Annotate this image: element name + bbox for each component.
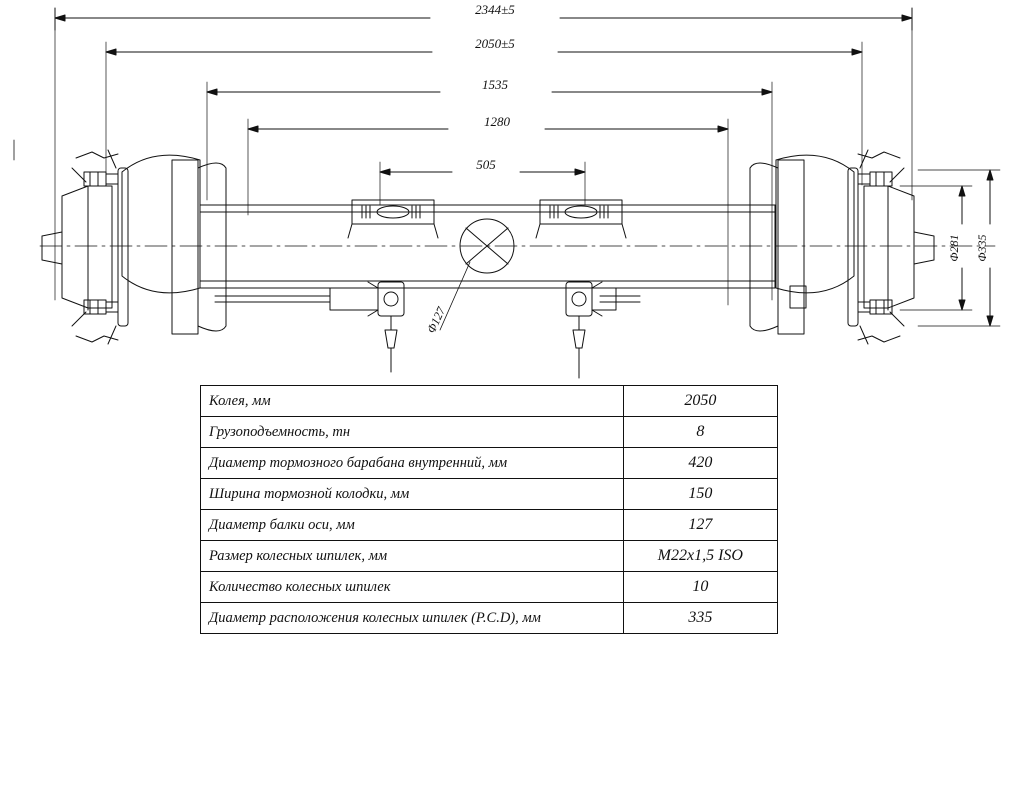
dim-label-1280: 1280	[484, 114, 510, 129]
dim-label-1535: 1535	[482, 77, 508, 92]
spring-seat-right	[536, 200, 626, 238]
table-row	[201, 572, 778, 603]
dim-label-track: 2050±5	[475, 36, 515, 51]
spring-seat-left	[348, 200, 438, 238]
dim-label-505: 505	[476, 157, 496, 172]
spec-value: 335	[623, 603, 777, 634]
spec-value: 127	[623, 510, 777, 541]
spec-label: Ширина тормозной колодки, мм	[201, 479, 624, 510]
hub-left	[42, 186, 112, 310]
push-rod-left	[215, 282, 404, 372]
table-row	[201, 510, 778, 541]
table-row	[201, 386, 778, 417]
spec-label: Количество колесных шпилек	[201, 572, 624, 603]
dim-label-phi335: Φ335	[975, 234, 989, 262]
spec-label: Колея, мм	[201, 386, 624, 417]
specification-table	[200, 385, 778, 634]
table-row	[201, 541, 778, 572]
dim-label-overall-length: 2344±5	[475, 2, 515, 17]
hub-right	[864, 186, 934, 310]
spec-label: Размер колесных шпилек, мм	[201, 541, 624, 572]
table-row	[201, 448, 778, 479]
table-row	[201, 417, 778, 448]
spec-label: Диаметр тормозного барабана внутренний, мм	[201, 448, 624, 479]
dim-label-phi281: Φ281	[947, 234, 961, 262]
leader-phi127	[440, 262, 470, 330]
spec-label: Диаметр балки оси, мм	[201, 510, 624, 541]
spec-value: 420	[623, 448, 777, 479]
dim-label-phi127: Φ127	[424, 304, 449, 336]
spec-value: 150	[623, 479, 777, 510]
wheel-studs-left	[72, 150, 118, 344]
dimension-phi281	[900, 186, 972, 310]
table-row	[201, 479, 778, 510]
spec-value: M22x1,5 ISO	[623, 541, 777, 572]
spec-label: Грузоподъемность, тн	[201, 417, 624, 448]
push-rod-right	[566, 282, 640, 378]
wheel-studs-right	[858, 150, 904, 344]
spec-value: 10	[623, 572, 777, 603]
table-row	[201, 603, 778, 634]
brake-drum-right	[750, 155, 858, 334]
spec-value: 2050	[623, 386, 777, 417]
spec-label: Диаметр расположения колесных шпилек (P.C.D), мм	[201, 603, 624, 634]
brake-drum-left	[118, 155, 226, 334]
spec-value: 8	[623, 417, 777, 448]
